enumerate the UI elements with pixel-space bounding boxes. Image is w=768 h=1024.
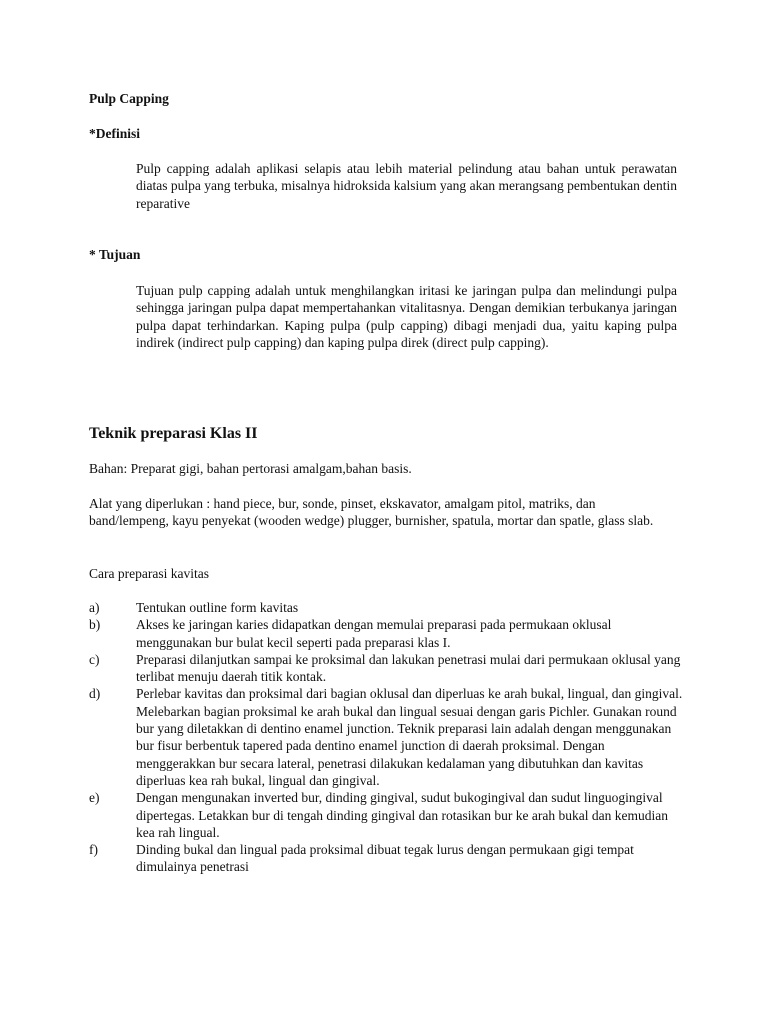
teknik-preparasi-title: Teknik preparasi Klas II: [89, 425, 258, 442]
alat-paragraph: Alat yang diperlukan : hand piece, bur, sonde, pinset, ekskavator, amalgam pitol, matriks, dan band/lempeng, kayu penyekat (wooden wedge) plugger, burnisher, spatula, mortar dan spatle, glass slab.: [89, 496, 654, 529]
list-item: [89, 651, 687, 686]
list-item-text: Tentukan outline form kavitas: [136, 600, 299, 615]
list-marker: a): [89, 600, 100, 615]
list-item: [89, 685, 687, 789]
list-marker: c): [89, 651, 100, 667]
list-item: [89, 599, 687, 616]
list-item: [89, 841, 687, 876]
definisi-paragraph: Pulp capping adalah aplikasi selapis atau lebih material pelindung atau bahan untuk perawatan diatas pulpa yang terbuka, misalnya hidroksida kalsium yang akan merangsang pembentukan dentin reparative: [136, 161, 677, 211]
definisi-heading: *Definisi: [89, 126, 141, 141]
preparation-steps-list: [89, 599, 687, 876]
pulp-capping-title: Pulp Capping: [89, 91, 169, 106]
cara-preparasi-line: Cara preparasi kavitas: [89, 566, 209, 581]
tujuan-paragraph: Tujuan pulp capping adalah untuk menghilangkan iritasi ke jaringan pulpa dan melindungi pulpa sehingga jaringan pulpa dapat mempertahankan vitalitasnya. Dengan demikian terbukanya jaringan pulpa dapat terhindarkan. Kaping pulpa (pulp capping) dibagi menjadi dua, yaitu kaping pulpa indirek (indirect pulp capping) dan kaping pulpa direk (direct pulp capping).: [136, 283, 677, 350]
list-item-text: Dengan mengunakan inverted bur, dinding gingival, sudut bukogingival dan sudut linguogingival dipertegas. Letakkan bur di tengah dinding gingival dan rotasikan bur ke arah bukal dan kemudian kea rah lingual.: [136, 790, 668, 840]
list-marker: e): [89, 790, 100, 806]
list-item-text: Preparasi dilanjutkan sampai ke proksimal dan lakukan penetrasi mulai dari permukaan oklusal yang terlibat menuju daerah titik kontak.: [136, 651, 681, 685]
list-item: [89, 789, 687, 841]
list-item-text: Perlebar kavitas dan proksimal dari bagian oklusal dan diperluas ke arah bukal, lingual, dan gingival. Melebarkan bagian proksimal ke arah bukal dan lingual sesuai dengan garis Pichler. Gunakan round bur yang diletakkan di dentino enamel junction. Teknik preparasi lain adalah dengan menggunakan bur fisur berbentuk tapered pada dentino enamel junction di daerah proksimal. Dengan menggerakkan bur secara lateral, penetrasi dilakukan kedalaman yang dibutuhkan dan kavitas diperluas kea rah bukal, lingual dan gingival.: [136, 686, 683, 788]
list-item: [89, 616, 687, 651]
list-item-text: Akses ke jaringan karies didapatkan dengan memulai preparasi pada permukaan oklusal menggunakan bur bulat kecil seperti pada preparasi klas I.: [136, 617, 612, 650]
bahan-line: Bahan: Preparat gigi, bahan pertorasi amalgam,bahan basis.: [89, 461, 412, 476]
list-marker: d): [89, 686, 101, 702]
tujuan-heading: * Tujuan: [89, 247, 141, 262]
list-marker: f): [89, 842, 98, 858]
list-item-text: Dinding bukal dan lingual pada proksimal dibuat tegak lurus dengan permukaan gigi tempat dimulainya penetrasi: [136, 842, 634, 875]
list-marker: b): [89, 617, 101, 633]
